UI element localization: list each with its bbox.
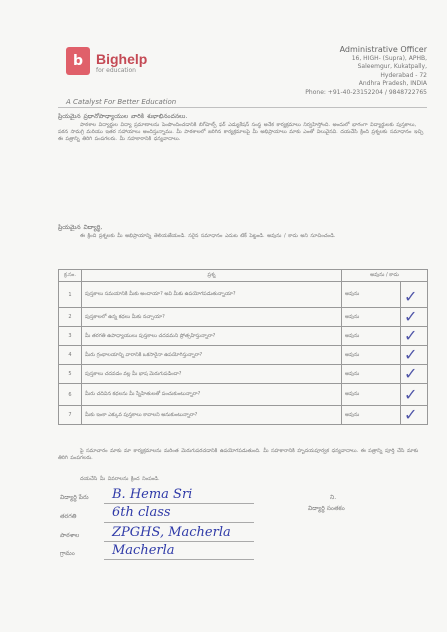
intro-paragraph: పాఠశాల విద్యార్థుల విద్యా ప్రమాణాలను పెంపొందించడానికి బిగ్‌హెల్ప్ ఫర్ ఎడ్యుకేషన్ సంస్థ అనేక కార్యక్రమాలు నిర్వహిస్తోంది. అందులో భాగంగా విద్యార్థులకు పుస్తకాలు, పఠన సామగ్రి మరియు ఇతర సహాయాలు అందిస్తున్నాము. మీ పాఠశాలలో జరిగిన కార్యక్రమాలపై మీ అభిప్రాయాలు మాకు ఎంతో విలువైనవి. దయచేసి క్రింది ప్రశ్నలకు సమాధానం ఇచ్చి ఈ పత్రాన్ని తిరిగి పంపగలరు. మీ సహకారానికి ధన్యవాదాలు.	[58, 122, 424, 143]
question-text: పుస్తకాలలో ఉన్న కథలు మీకు నచ్చాయా?	[82, 308, 342, 327]
class-field[interactable]: 6th class	[112, 505, 171, 520]
address-line: Andhra Pradesh, INDIA	[358, 80, 427, 87]
question-text: మీకు ఇంకా ఎక్కువ పుస్తకాలు కావాలని అనుకుంటున్నారా?	[82, 406, 342, 425]
checkmark-icon: ✓	[404, 286, 418, 306]
question-number: 3	[59, 327, 82, 346]
bighelp-logo-icon: b	[66, 47, 90, 75]
col-question-header: ప్రశ్న	[82, 270, 342, 282]
checkmark-icon: ✓	[404, 384, 418, 404]
officer-title: Administrative Officer	[339, 45, 427, 54]
question-number: 6	[59, 384, 82, 406]
answer-checkbox[interactable]	[401, 384, 428, 406]
instruction-paragraph: ఈ క్రింది ప్రశ్నలకు మీ అభిప్రాయాన్ని తెలియజేయండి. సరైన సమాధానం ఎదుట టిక్ పెట్టండి. అవును / కాదు అని సూచించండి.	[80, 233, 336, 239]
name-field[interactable]: B. Hema Sri	[112, 487, 193, 502]
checkmark-icon: ✓	[404, 307, 418, 326]
answer-text: అవును	[342, 282, 401, 308]
question-number: 4	[59, 346, 82, 365]
question-number: 7	[59, 406, 82, 425]
school-field[interactable]: ZPGHS, Macherla	[112, 525, 231, 540]
closing-paragraph: పై సమాచారం మాకు మా కార్యక్రమాలను మరింత మెరుగుపరచడానికి ఉపయోగపడుతుంది. మీ సహకారానికి హృదయపూర్వక ధన్యవాదాలు. ఈ పత్రాన్ని పూర్తి చేసి మాకు తిరిగి పంపగలరు.	[58, 448, 419, 462]
salutation: ప్రియమైన ప్రధానోపాధ్యాయుల వారికి శుభాభినందనలు.	[58, 113, 188, 120]
question-number: 5	[59, 365, 82, 384]
letterhead-address	[277, 46, 427, 97]
tagline: A Catalyst For Better Education	[66, 98, 177, 106]
place-underline	[104, 559, 254, 560]
table-row	[59, 346, 428, 365]
answer-checkbox[interactable]	[401, 406, 428, 425]
question-text: పుస్తకాలు చదవడం వల్ల మీ భాష మెరుగుపడిందా?	[82, 365, 342, 384]
school-underline	[104, 541, 254, 542]
answer-checkbox[interactable]	[401, 282, 428, 308]
checkmark-icon: ✓	[404, 345, 418, 364]
school-label: పాఠశాల	[60, 532, 80, 539]
answer-text: అవును	[342, 308, 401, 327]
class-underline	[104, 522, 254, 523]
answer-checkbox[interactable]	[401, 365, 428, 384]
question-text: మీరు చదివిన కథలను మీ స్నేహితులతో పంచుకుంటున్నారా?	[82, 384, 342, 406]
col-no-header: క్ర.సం.	[59, 270, 82, 282]
answer-text: అవును	[342, 327, 401, 346]
table-row	[59, 365, 428, 384]
answer-checkbox[interactable]	[401, 327, 428, 346]
phone: Phone: +91-40-23152204 / 9848722765	[305, 88, 427, 96]
table-row	[59, 282, 428, 308]
col-answer-header: అవును / కాదు	[342, 270, 428, 282]
place-label: గ్రామం	[60, 550, 75, 557]
address-line: 16, HIGH- (Supra), APHB,	[351, 54, 427, 62]
checkmark-icon: ✓	[404, 326, 418, 345]
answer-text: అవును	[342, 406, 401, 425]
checkmark-icon: ✓	[404, 364, 418, 383]
table-row	[59, 384, 428, 406]
table-row	[59, 327, 428, 346]
question-text: మీ తరగతి ఉపాధ్యాయులు పుస్తకాలు చదవమని ప్రోత్సహిస్తున్నారా?	[82, 327, 342, 346]
table-row	[59, 308, 428, 327]
details-instruction: దయచేసి మీ వివరాలను క్రింద నింపండి.	[80, 476, 160, 482]
name-underline	[104, 503, 254, 504]
answer-text: అవును	[342, 346, 401, 365]
address-line: Hyderabad - 72	[380, 71, 427, 79]
questionnaire-table	[58, 269, 428, 425]
brand-subtitle: for education	[96, 67, 136, 74]
answer-checkbox[interactable]	[401, 308, 428, 327]
address-line: Saleemgur, Kukatpally,	[357, 63, 427, 70]
table-row	[59, 406, 428, 425]
answer-checkbox[interactable]	[401, 346, 428, 365]
question-text: పుస్తకాలు సమయానికి మీకు అందాయా? అవి మీకు ఉపయోగపడుతున్నాయా?	[82, 282, 342, 308]
question-text: మీరు గ్రంథాలయాన్ని వారానికి ఒకసారైనా ఉపయోగిస్తున్నారా?	[82, 346, 342, 365]
name-label: విద్యార్థి పేరు	[60, 494, 89, 501]
brand-name: Bighelp	[96, 51, 148, 67]
place-field[interactable]: Macherla	[112, 543, 175, 558]
question-number: 2	[59, 308, 82, 327]
answer-text: అవును	[342, 365, 401, 384]
answer-text: అవును	[342, 384, 401, 406]
signature-label: విద్యార్థి సంతకం	[308, 505, 345, 512]
class-label: తరగతి	[60, 513, 77, 520]
question-number: 1	[59, 282, 82, 308]
header-divider	[58, 107, 427, 108]
checkmark-icon: ✓	[404, 405, 418, 424]
student-greeting: ప్రియమైన విద్యార్థి,	[58, 224, 103, 231]
signature-mark: ని.	[330, 494, 337, 501]
